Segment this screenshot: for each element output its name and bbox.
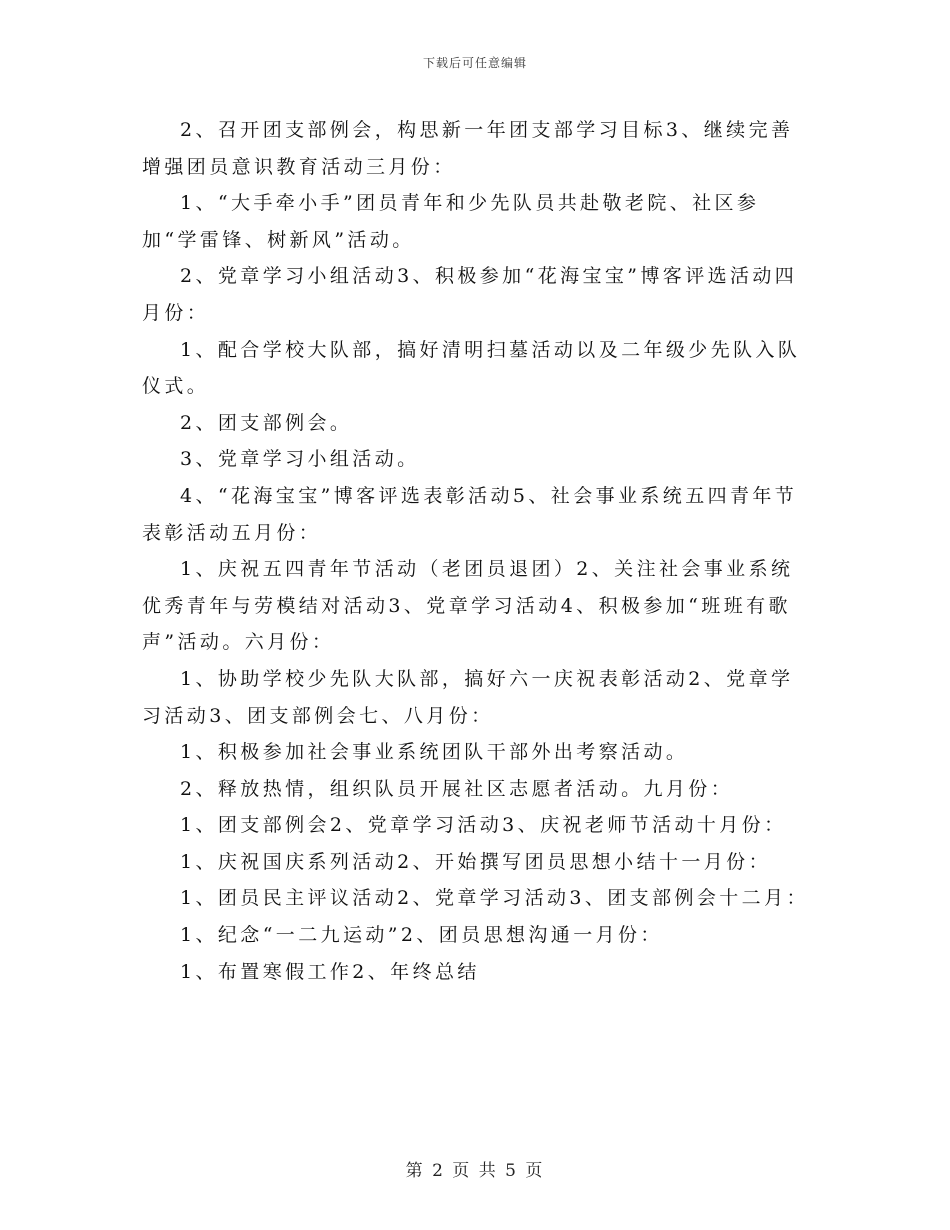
paragraph: 4、“花海宝宝”博客评选表彰活动5、社会事业系统五四青年节表彰活动五月份： [142, 484, 798, 544]
document-body [142, 112, 812, 990]
paragraph: 1、庆祝国庆系列活动2、开始撰写团员思想小结十一月份： [180, 850, 771, 873]
paragraph: 1、纪念“一二九运动”2、团员思想沟通一月份： [180, 924, 663, 947]
paragraph: 1、协助学校少先队大队部，搞好六一庆祝表彰活动2、党章学习活动3、团支部例会七、八月份： [142, 667, 794, 727]
paragraph: 3、党章学习小组活动。 [180, 448, 420, 471]
paragraph: 1、布置寒假工作2、年终总结 [180, 960, 480, 983]
paragraph: 2、团支部例会。 [180, 411, 353, 434]
paragraph: 2、党章学习小组活动3、积极参加“花海宝宝”博客评选活动四月份： [142, 265, 798, 324]
paragraph: 1、配合学校大队部，搞好清明扫墓活动以及二年级少先队入队仪式。 [142, 338, 801, 398]
paragraph: 1、庆祝五四青年节活动（老团员退团）2、关注社会事业系统优秀青年与劳模结对活动3、党章学习活动4、积极参加“班班有歌声”活动。六月份： [142, 558, 794, 654]
paragraph: 1、“大手牵小手”团员青年和少先队员共赴敬老院、社区参加“学雷锋、树新风”活动。 [142, 192, 760, 251]
paragraph: 1、团员民主评议活动2、党章学习活动3、团支部例会十二月： [180, 887, 809, 910]
paragraph: 1、团支部例会2、党章学习活动3、庆祝老师节活动十月份： [180, 814, 787, 837]
paragraph: 2、释放热情，组织队员开展社区志愿者活动。九月份： [180, 777, 734, 800]
paragraph: 1、积极参加社会事业系统团队干部外出考察活动。 [180, 741, 689, 764]
page-number-footer: 第 2 页 共 5 页 [405, 1161, 545, 1181]
paragraph: 2、召开团支部例会，构思新一年团支部学习目标3、继续完善增强团员意识教育活动三月份： [142, 119, 794, 178]
page-header: 下载后可任意编辑 [422, 56, 527, 70]
